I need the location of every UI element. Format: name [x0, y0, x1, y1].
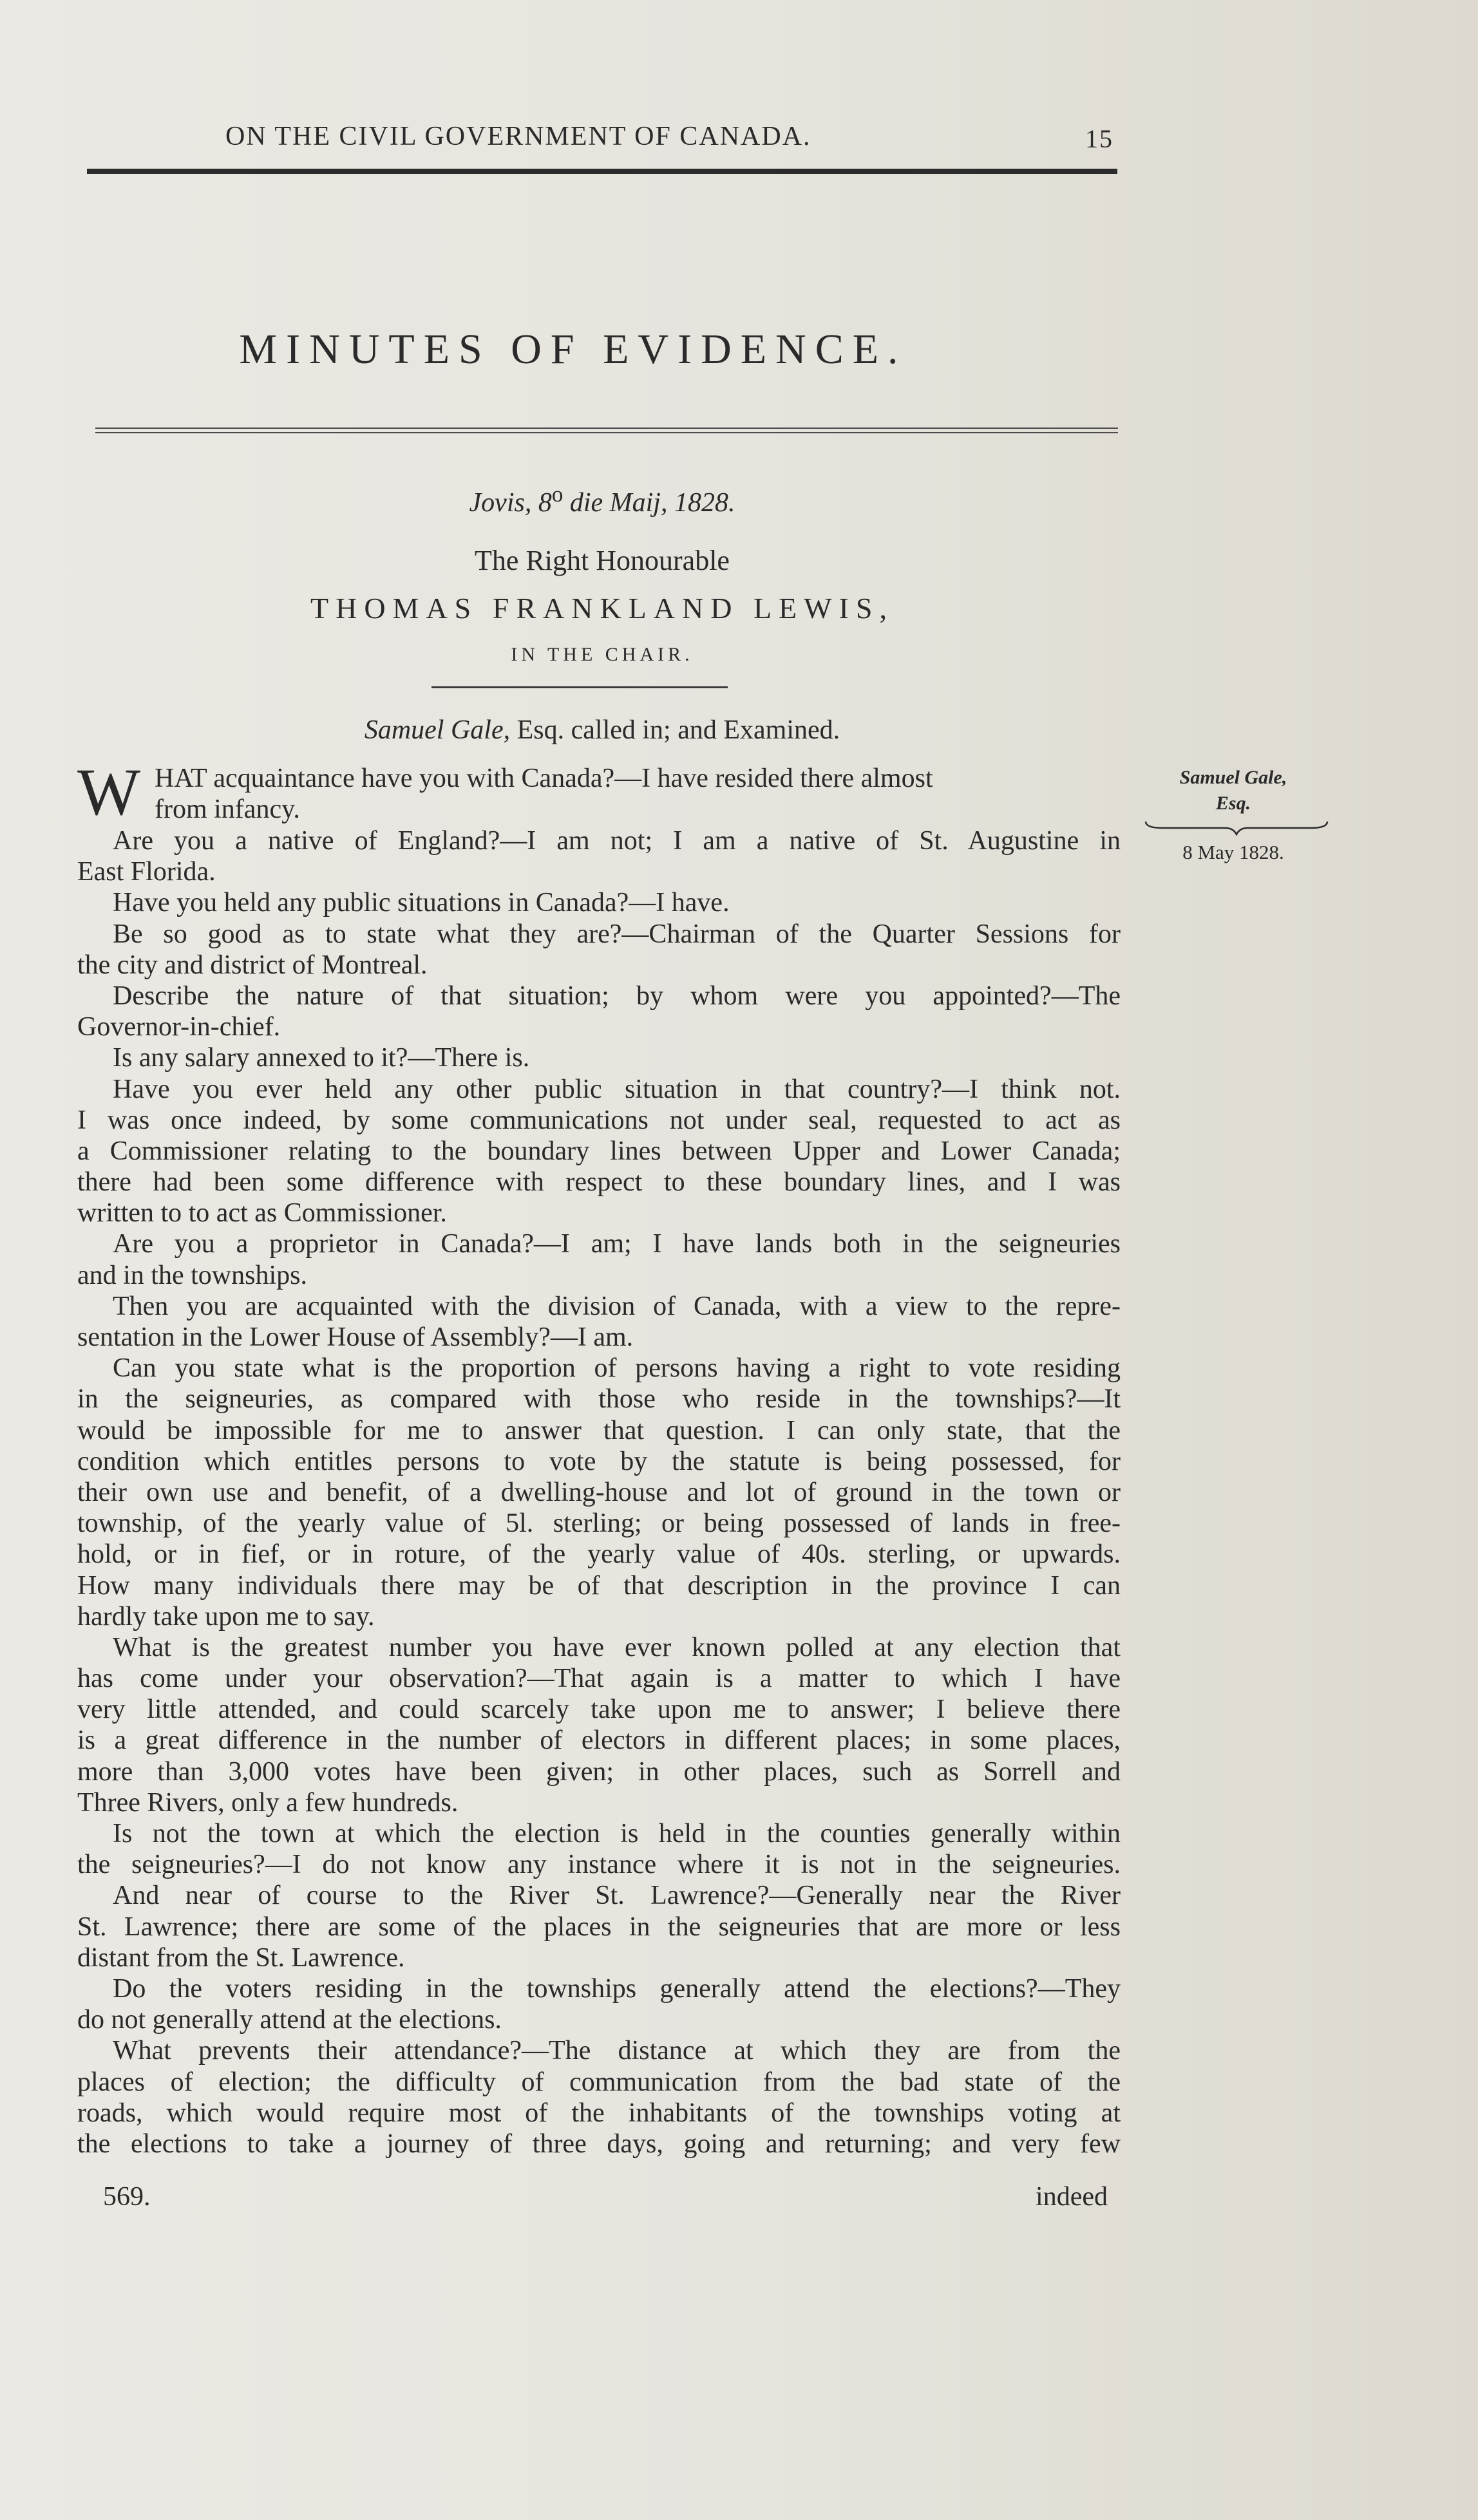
body-line: And near of course to the River St. Lawrence?—Generally near the River: [113, 1881, 1121, 1911]
margin-note-name: Samuel Gale,: [1179, 767, 1287, 788]
section-heading: MINUTES OF EVIDENCE.: [239, 326, 907, 373]
running-head-title: ON THE CIVIL GOVERNMENT OF CANADA.: [225, 122, 811, 151]
opening-line-1: HAT acquaintance have you with Canada?—I have resided there almost: [155, 764, 933, 793]
body-line: roads, which would require most of the inhabitants of the townships voting at: [77, 2098, 1121, 2128]
double-rule-bottom: [95, 432, 1118, 433]
body-line: Can you state what is the proportion of persons having a right to vote residing: [113, 1353, 1121, 1384]
double-rule-top: [95, 428, 1118, 429]
opening-lines: [155, 763, 1121, 825]
body-line: Are you a native of England?—I am not; I am a native of St. Augustine in: [113, 826, 1121, 856]
body-line: is a great difference in the number of electors in different places; in some places,: [77, 1725, 1121, 1756]
body-line: What is the greatest number you have ever known polled at any election that: [113, 1632, 1121, 1662]
margin-note-esq: Esq.: [1215, 793, 1251, 814]
short-rule: [431, 686, 728, 688]
session-date: [87, 482, 1117, 518]
witness-name: Samuel Gale,: [364, 715, 511, 745]
body-line: Be so good as to state what they are?—Chairman of the Quarter Sessions for: [113, 919, 1121, 949]
body-line: a Commissioner relating to the boundary lines between Upper and Lower Canada;: [77, 1136, 1121, 1166]
session-date-suffix: die Maij, 1828.: [563, 488, 735, 518]
body-line: and in the townships.: [77, 1260, 307, 1290]
body-line: their own use and benefit, of a dwelling-house and lot of ground in the town or: [77, 1477, 1121, 1507]
in-the-chair: IN THE CHAIR.: [511, 644, 694, 665]
chairman-title: The Right Honourable: [475, 545, 730, 576]
witness-line: [87, 715, 1117, 746]
witness-rest: Esq. called in; and Examined.: [510, 715, 840, 745]
body-line: Three Rivers, only a few hundreds.: [77, 1787, 459, 1818]
body-line: sentation in the Lower House of Assembly?—I am.: [77, 1322, 634, 1352]
body-line: places of election; the difficulty of communication from the bad state of the: [77, 2067, 1121, 2097]
opening-line-2: from infancy.: [155, 795, 300, 825]
body-line: hardly take upon me to say.: [77, 1601, 375, 1631]
body-line: there had been some difference with respect to these boundary lines, and I was: [77, 1167, 1121, 1198]
body-line: in the seigneuries, as compared with those who reside in the townships?—It: [77, 1384, 1121, 1415]
body-line: Are you a proprietor in Canada?—I am; I have lands both in the seigneuries: [113, 1229, 1121, 1259]
body-line: East Florida.: [77, 857, 216, 887]
page-number: 15: [1085, 124, 1113, 153]
margin-note: [1143, 765, 1323, 865]
body-line: township, of the yearly value of 5l. sterling; or being possessed of lands in free-: [77, 1509, 1121, 1539]
body-line: the city and district of Montreal.: [77, 950, 428, 980]
body-line: the elections to take a journey of three days, going and returning; and very few: [77, 2129, 1121, 2159]
body-line: more than 3,000 votes have been given; in other places, such as Sorrell and: [77, 1756, 1121, 1787]
brace-icon: [1143, 819, 1330, 836]
body-line: very little attended, and could scarcely take upon me to answer; I believe there: [77, 1695, 1121, 1725]
chairman-name: THOMAS FRANKLAND LEWIS,: [310, 592, 894, 625]
body-line: distant from the St. Lawrence.: [77, 1942, 405, 1973]
catchword: indeed: [1036, 2182, 1108, 2212]
body-line: Have you held any public situations in Canada?—I have.: [113, 888, 730, 918]
body-line: Is not the town at which the election is held in the counties generally within: [113, 1819, 1121, 1848]
running-head: [77, 116, 1121, 161]
body-line: Then you are acquainted with the division of Canada, with a view to the repre-: [113, 1291, 1121, 1321]
body-line: do not generally attend at the elections.: [77, 2005, 502, 2035]
body-line: condition which entitles persons to vote by the statute is being possessed, for: [77, 1446, 1121, 1476]
drop-cap: W: [77, 755, 141, 829]
body-line: St. Lawrence; there are some of the places in the seigneuries that are more or less: [77, 1912, 1121, 1942]
body-line: Is any salary annexed to it?—There is.: [113, 1043, 530, 1073]
margin-note-date: 8 May 1828.: [1182, 841, 1284, 863]
body-line: Describe the nature of that situation; by whom were you appointed?—The: [113, 981, 1121, 1011]
body-line: would be impossible for me to answer that question. I can only state, that the: [77, 1415, 1121, 1445]
body-line: written to to act as Commissioner.: [77, 1198, 447, 1228]
body-line: the seigneuries?—I do not know any instance where it is not in the seigneuries.: [77, 1850, 1121, 1880]
body-line: I was once indeed, by some communications not under seal, requested to act as: [77, 1105, 1121, 1135]
body-line: has come under your observation?—That again is a matter to which I have: [77, 1664, 1121, 1694]
body-line: Have you ever held any other public situation in that country?—I think not.: [113, 1074, 1121, 1104]
body-line: hold, or in fief, or in roture, of the yearly value of 40s. sterling, or upwards.: [77, 1539, 1121, 1570]
body-line: What prevents their attendance?—The distance at which they are from the: [113, 2036, 1121, 2066]
body-line: Governor-in-chief.: [77, 1012, 281, 1042]
session-date-sup: o: [551, 482, 564, 507]
body-text: [77, 825, 1121, 2159]
body-line: How many individuals there may be of that description in the province I can: [77, 1570, 1121, 1601]
header-rule: [87, 169, 1117, 174]
session-date-prefix: Jovis, 8: [469, 488, 552, 518]
signature-mark: 569.: [103, 2182, 151, 2212]
body-line: Do the voters residing in the townships generally attend the elections?—They: [113, 1973, 1121, 2004]
